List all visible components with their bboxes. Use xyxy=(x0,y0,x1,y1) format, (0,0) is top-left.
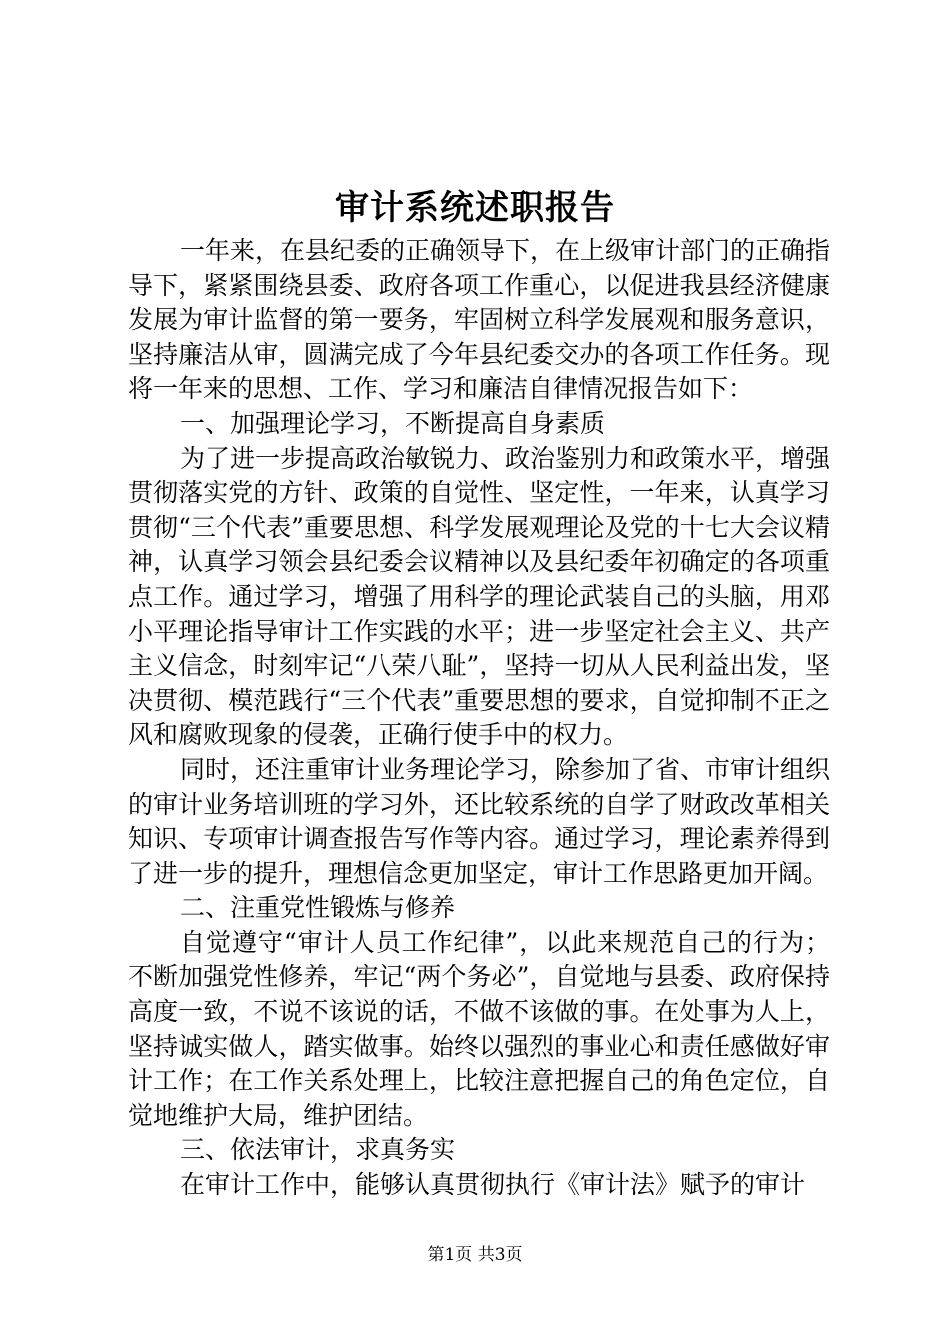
section-1-paragraph-2: 同时，还注重审计业务理论学习，除参加了省、市审计组织的审计业务培训班的学习外，还比较系统的自学了财政改革相关知识、专项审计调查报告写作等内容。通过学习，理论素养得到了进一步的提升，理想信念更加坚定，审计工作思路更加开阔。 xyxy=(128,754,831,888)
document-body xyxy=(128,234,830,1203)
section-heading-3: 三、依法审计，求真务实 xyxy=(180,1135,456,1165)
page-number-footer: 第1页 共3页 xyxy=(427,1245,523,1265)
section-heading-2: 二、注重党性锻炼与修养 xyxy=(180,893,456,923)
intro-paragraph: 一年来，在县纪委的正确领导下，在上级审计部门的正确指导下，紧紧围绕县委、政府各项工作重心，以促进我县经济健康发展为审计监督的第一要务，牢固树立科学发展观和服务意识，坚持廉洁从审，圆满完成了今年县纪委交办的各项工作任务。现将一年来的思想、工作、学习和廉洁自律情况报告如下： xyxy=(128,236,831,404)
section-2-paragraph-1: 自觉遵守“审计人员工作纪律”，以此来规范自己的行为；不断加强党性修养，牢记“两个务必”，自觉地与县委、政府保持高度一致，不说不该说的话，不做不该做的事。在处事为人上，坚持诚实做人，踏实做事。始终以强烈的事业心和责任感做好审计工作；在工作关系处理上，比较注意把握自己的角色定位，自觉地维护大局，维护团结。 xyxy=(128,927,830,1130)
section-3-paragraph-1: 在审计工作中，能够认真贯彻执行《审计法》赋予的审计 xyxy=(180,1170,806,1200)
section-heading-1: 一、加强理论学习，不断提高自身素质 xyxy=(180,408,606,438)
section-1-paragraph-1: 为了进一步提高政治敏锐力、政治鉴别力和政策水平，增强贯彻落实党的方针、政策的自觉性、坚定性，一年来，认真学习贯彻“三个代表”重要思想、科学发展观理论及党的十七大会议精神，认真学习领会县纪委会议精神以及县纪委年初确定的各项重点工作。通过学习，增强了用科学的理论武装自己的头脑，用邓小平理论指导审计工作实践的水平；进一步坚定社会主义、共产主义信念，时刻牢记“八荣八耻”，坚持一切从人民利益出发，坚决贯彻、模范践行“三个代表”重要思想的要求，自觉抑制不正之风和腐败现象的侵袭，正确行使手中的权力。 xyxy=(128,443,831,750)
document-title: 审计系统述职报告 xyxy=(335,188,615,228)
